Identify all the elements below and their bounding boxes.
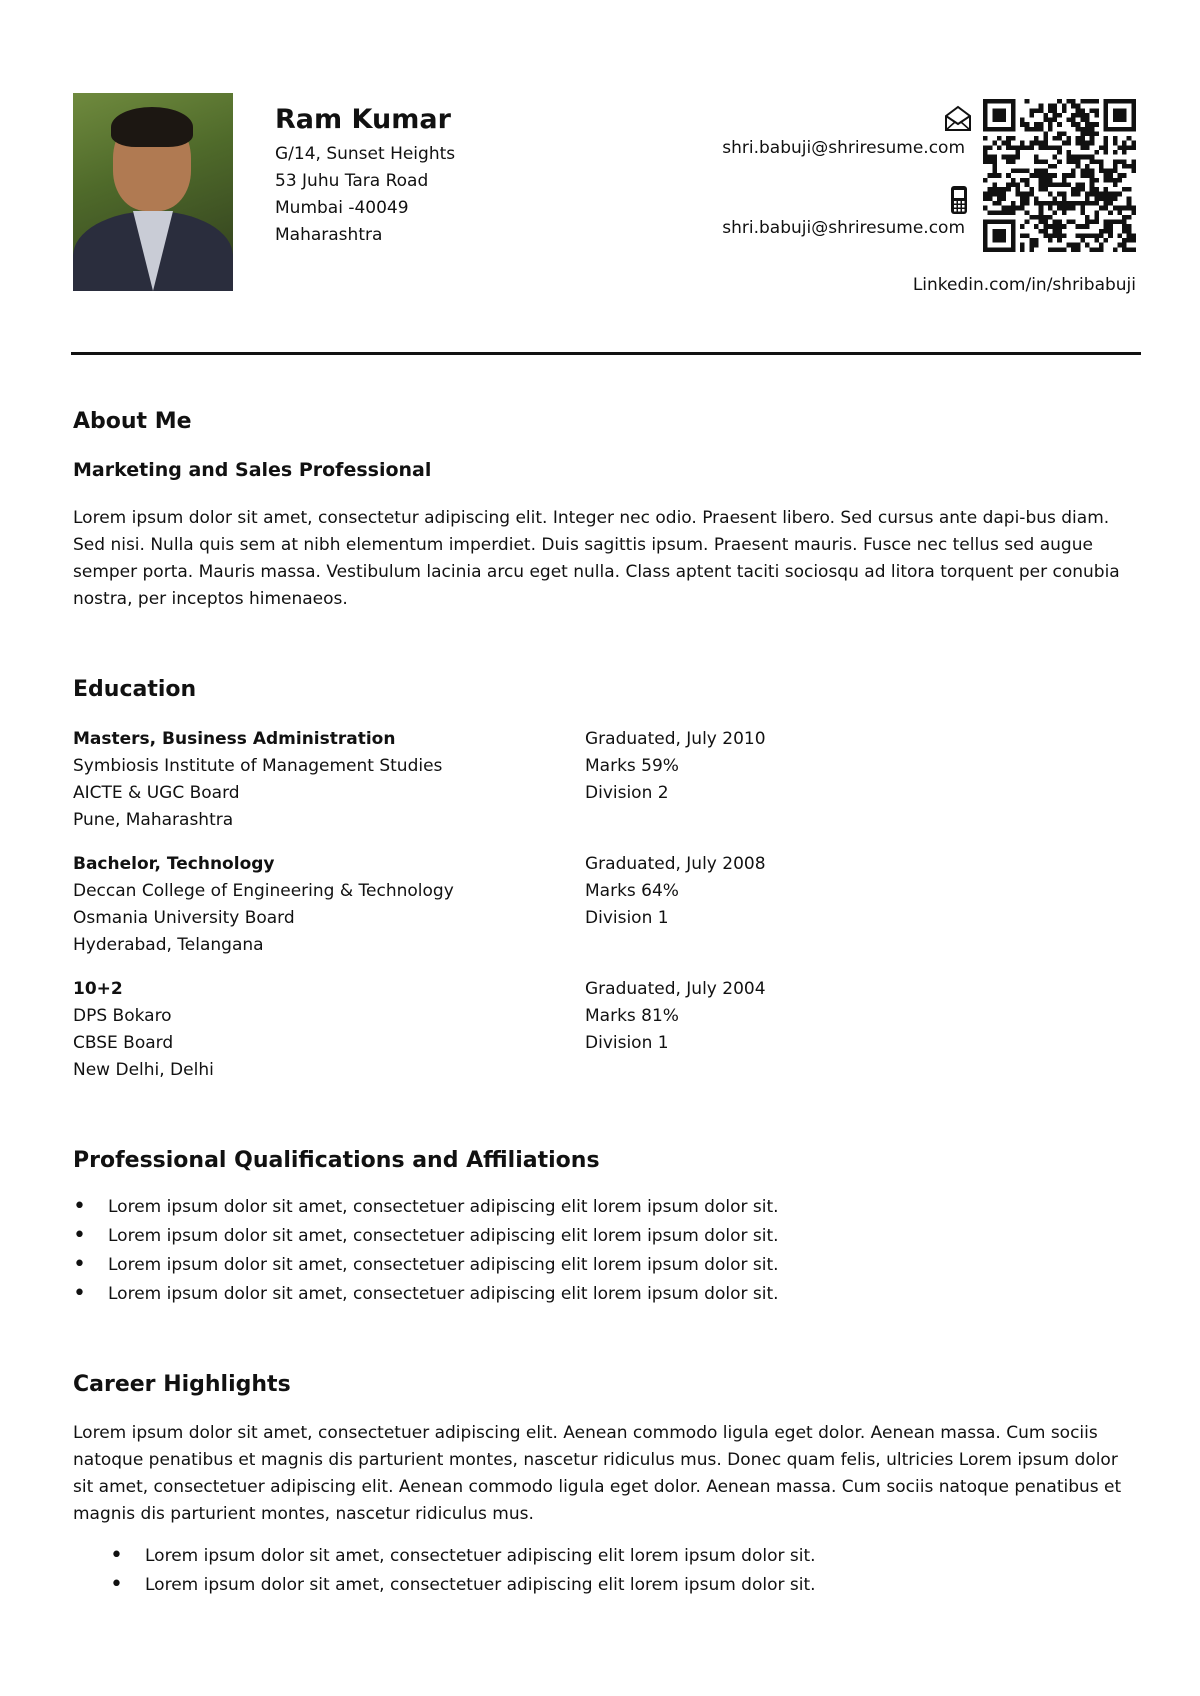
education-details <box>585 726 766 807</box>
graduated: Graduated, July 2008 <box>585 854 766 874</box>
about-text: Lorem ipsum dolor sit amet, consectetur adipiscing elit. Integer nec odio. Praesent libero. Sed cursus ante dapi-bus diam. Sed nisi. Nulla quis sem at nibh elementum imperdiet. Duis sagittis ipsum. Praesent mauris. Fusce nec tellus sed augue semper porta. Mauris massa. Vestibulum lacinia arcu eget nulla. Class aptent taciti sociosqu ad litora torquent per conubia nostra, per inceptos himenaeos. <box>73 508 1120 609</box>
education-details <box>585 976 766 1057</box>
institute: Deccan College of Engineering & Technology <box>73 881 454 901</box>
institute: Symbiosis Institute of Management Studies <box>73 756 443 776</box>
list-item: • Lorem ipsum dolor sit amet, consectetuer adipiscing elit lorem ipsum dolor sit. <box>108 1280 779 1309</box>
email-text[interactable]: shri.babuji@shriresume.com <box>722 138 965 158</box>
list-item: • Lorem ipsum dolor sit amet, consectetuer adipiscing elit lorem ipsum dolor sit. <box>108 1193 779 1222</box>
address-line: Maharashtra <box>275 225 383 245</box>
qr-code[interactable] <box>983 99 1136 252</box>
career-heading: Career Highlights <box>73 1372 291 1397</box>
location: New Delhi, Delhi <box>73 1060 214 1080</box>
list-item: • Lorem ipsum dolor sit amet, consectetuer adipiscing elit lorem ipsum dolor sit. <box>145 1571 816 1600</box>
list-item: • Lorem ipsum dolor sit amet, consectetuer adipiscing elit lorem ipsum dolor sit. <box>145 1542 816 1571</box>
about-heading: About Me <box>73 409 192 434</box>
degree: 10+2 <box>73 979 123 999</box>
list-item: • Lorem ipsum dolor sit amet, consectetuer adipiscing elit lorem ipsum dolor sit. <box>108 1222 779 1251</box>
board: AICTE & UGC Board <box>73 783 240 803</box>
address-line: G/14, Sunset Heights <box>275 144 456 164</box>
marks: Marks 81% <box>585 1006 679 1026</box>
qualifications-heading: Professional Qualifications and Affiliations <box>73 1148 600 1173</box>
qualifications-list <box>108 1193 779 1309</box>
location: Pune, Maharashtra <box>73 810 234 830</box>
division: Division 1 <box>585 1033 669 1053</box>
education-heading: Education <box>73 677 197 702</box>
education-details <box>585 851 766 932</box>
address-block <box>275 141 455 249</box>
mobile-phone-icon <box>949 185 969 215</box>
graduated: Graduated, July 2004 <box>585 979 766 999</box>
about-subheading: Marketing and Sales Professional <box>73 459 432 481</box>
division: Division 1 <box>585 908 669 928</box>
degree: Bachelor, Technology <box>73 854 275 874</box>
address-line: 53 Juhu Tara Road <box>275 171 429 191</box>
education-entry <box>73 851 454 959</box>
header-divider <box>71 352 1141 355</box>
envelope-icon <box>943 104 973 132</box>
education-entry <box>73 976 214 1084</box>
division: Division 2 <box>585 783 669 803</box>
marks: Marks 59% <box>585 756 679 776</box>
institute: DPS Bokaro <box>73 1006 172 1026</box>
candidate-name: Ram Kumar <box>275 104 451 135</box>
graduated: Graduated, July 2010 <box>585 729 766 749</box>
board: Osmania University Board <box>73 908 295 928</box>
list-item: • Lorem ipsum dolor sit amet, consectetuer adipiscing elit lorem ipsum dolor sit. <box>108 1251 779 1280</box>
marks: Marks 64% <box>585 881 679 901</box>
linkedin-link[interactable]: Linkedin.com/in/shribabuji <box>912 275 1136 295</box>
board: CBSE Board <box>73 1033 174 1053</box>
location: Hyderabad, Telangana <box>73 935 264 955</box>
profile-photo <box>73 93 233 291</box>
address-line: Mumbai -40049 <box>275 198 409 218</box>
phone-text[interactable]: shri.babuji@shriresume.com <box>722 218 965 238</box>
career-text: Lorem ipsum dolor sit amet, consectetuer adipiscing elit. Aenean commodo ligula eget dolor. Aenean massa. Cum sociis natoque penatibus et magnis dis parturient montes, nascetur ridiculus mus. Donec quam felis, ultricies Lorem ipsum dolor sit amet, consectetuer adipiscing elit. Aenean commodo ligula eget dolor. Aenean massa. Cum sociis natoque penatibus et magnis dis parturient montes, nascetur ridiculus mus. <box>73 1423 1122 1524</box>
career-list <box>145 1542 816 1600</box>
education-entry <box>73 726 442 834</box>
degree: Masters, Business Administration <box>73 729 396 749</box>
